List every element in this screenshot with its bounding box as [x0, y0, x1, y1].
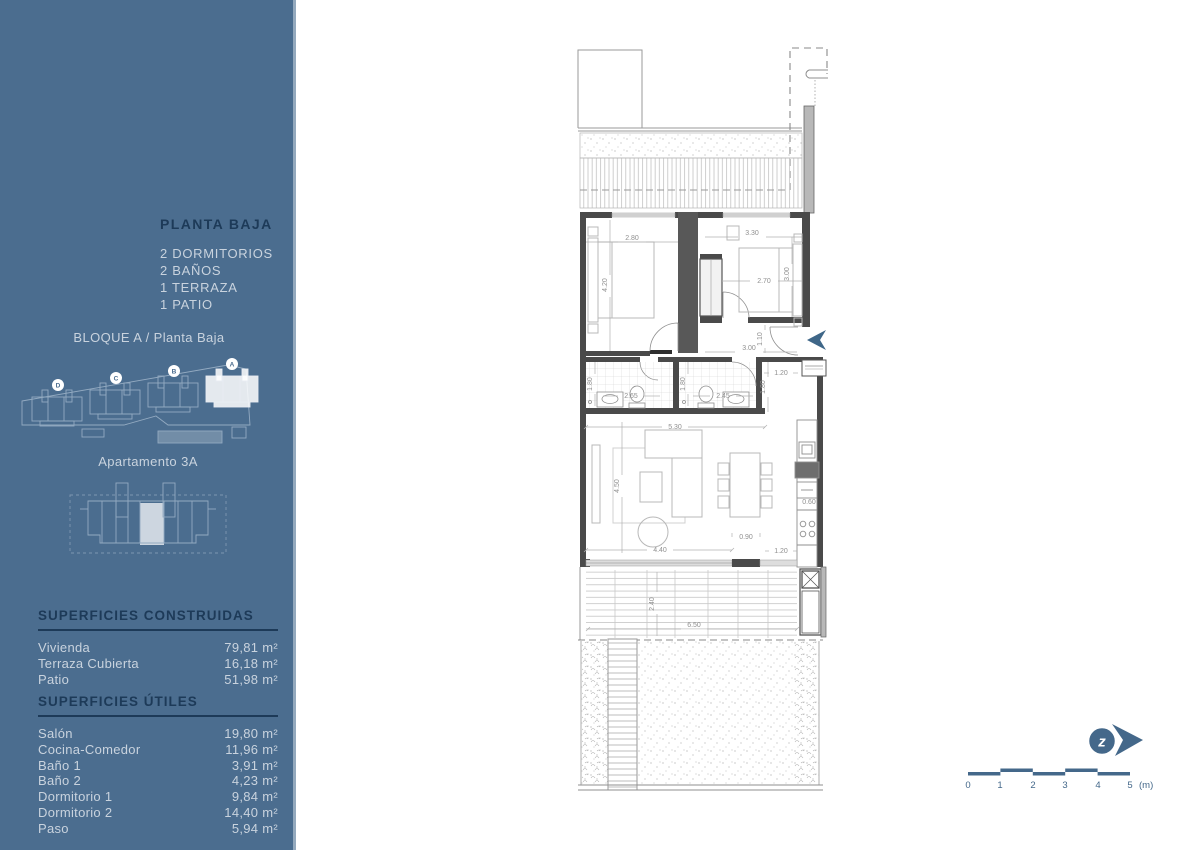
toilet [699, 386, 713, 402]
sidebar [0, 0, 296, 850]
svg-text:4: 4 [1095, 780, 1101, 791]
apartment-unit-diagram [68, 479, 228, 557]
floor-title: PLANTA BAJA [160, 216, 273, 232]
svg-text:4.40: 4.40 [653, 547, 667, 554]
table-row [38, 672, 278, 688]
svg-text:2.70: 2.70 [757, 278, 771, 285]
area-value: 79,81 m² [224, 640, 278, 655]
svg-text:1.10: 1.10 [757, 332, 764, 346]
plan-footer [940, 700, 1200, 810]
svg-text:0.90: 0.90 [739, 534, 753, 541]
planting-strip [794, 641, 819, 785]
svg-text:D: D [55, 382, 61, 390]
sliding-glass-door [586, 559, 797, 567]
floor-plan-drawing [565, 40, 865, 800]
area-value: 5,94 m² [231, 820, 278, 836]
built-areas-table [38, 608, 278, 687]
svg-text:A: A [229, 361, 235, 369]
site-plan-diagram [18, 353, 278, 453]
svg-text:1.20: 1.20 [774, 370, 788, 377]
area-label: Salón [38, 726, 73, 741]
feature-item: 1 TERRAZA [160, 280, 238, 295]
scale-bar [965, 769, 1153, 792]
area-value: 14,40 m² [224, 804, 278, 820]
table-row [38, 773, 278, 789]
dining-table [730, 453, 760, 517]
patio [578, 639, 823, 790]
pouf [638, 517, 668, 547]
coffee-table [640, 472, 662, 502]
area-value: 3,91 m² [231, 757, 278, 773]
area-value: 51,98 m² [224, 671, 278, 687]
svg-text:0.60: 0.60 [802, 499, 816, 506]
table-row [38, 742, 278, 758]
tv-unit [592, 445, 600, 523]
svg-text:2.65: 2.65 [624, 393, 638, 400]
area-label: Dormitorio 1 [38, 789, 113, 805]
svg-text:4.20: 4.20 [602, 278, 609, 292]
logo-letter: z [1098, 733, 1106, 751]
unit-highlight [140, 503, 164, 545]
north-arrow-logo [1088, 724, 1143, 756]
scale-unit: (m) [1139, 780, 1154, 791]
area-label: Dormitorio 2 [38, 804, 113, 820]
area-value: 16,18 m² [224, 655, 278, 671]
svg-text:5.30: 5.30 [668, 424, 682, 431]
feature-item: 1 PATIO [160, 297, 213, 312]
upper-right-wall [804, 106, 814, 213]
table-row [38, 789, 278, 805]
gravel-band [580, 133, 802, 158]
sofa-body [672, 458, 702, 517]
area-label: Baño 1 [38, 757, 82, 773]
site-block-d [32, 390, 82, 426]
apartment-section-title: Apartamento 3A [98, 454, 198, 469]
svg-text:1: 1 [997, 780, 1003, 791]
built-areas-title: SUPERFICIES CONSTRUIDAS [38, 608, 278, 631]
table-row [38, 656, 278, 672]
useful-areas-title: SUPERFICIES ÚTILES [38, 694, 278, 717]
oven [795, 462, 819, 478]
svg-text:5: 5 [1127, 780, 1133, 791]
table-row [38, 805, 278, 821]
right-outer-wall [821, 567, 826, 637]
entrance-arrow-icon [807, 330, 826, 350]
feature-item: 2 BAÑOS [160, 263, 222, 278]
area-label: Patio [38, 671, 70, 687]
table-row [38, 821, 278, 837]
svg-text:2.40: 2.40 [649, 597, 656, 611]
apartment-section [28, 454, 268, 557]
wardrobe [678, 212, 698, 353]
svg-text:2.80: 2.80 [625, 235, 639, 242]
area-label: Terraza Cubierta [38, 655, 139, 671]
planting-strip [582, 641, 608, 785]
block-section-title: BLOQUE A / Planta Baja [73, 330, 225, 345]
area-value: 4,23 m² [231, 773, 278, 789]
closet-bedroom2 [700, 254, 722, 321]
svg-text:6.50: 6.50 [687, 622, 701, 629]
storage-unit [800, 569, 821, 635]
area-label: Cocina-Comedor [38, 741, 141, 757]
table-row [38, 640, 278, 656]
svg-text:2.45: 2.45 [716, 393, 730, 400]
site-pad [158, 431, 222, 443]
table-row [38, 758, 278, 774]
area-label: Paso [38, 820, 69, 836]
svg-text:0: 0 [965, 780, 971, 791]
svg-text:1.80: 1.80 [680, 377, 687, 391]
bed-bedroom1 [588, 227, 654, 333]
svg-text:3.30: 3.30 [745, 230, 759, 237]
svg-text:2: 2 [1030, 780, 1036, 791]
svg-text:1.80: 1.80 [760, 380, 767, 394]
pergola-deck-band [580, 158, 802, 208]
svg-text:3.00: 3.00 [742, 345, 756, 352]
svg-text:1.80: 1.80 [587, 377, 594, 391]
area-label: Baño 2 [38, 773, 82, 789]
area-label: Vivienda [38, 640, 91, 655]
site-block-b [148, 376, 198, 412]
sofa-chaise [645, 430, 702, 458]
site-pad [232, 427, 246, 438]
table-row [38, 726, 278, 742]
kitchen-counter [795, 420, 819, 567]
useful-areas-table [38, 694, 278, 837]
feature-list [160, 245, 273, 313]
svg-text:B: B [171, 368, 177, 376]
feature-item: 2 DORMITORIOS [160, 246, 273, 261]
site-pad [82, 429, 104, 437]
gutter-detail [806, 70, 828, 106]
laundry-trough [802, 360, 826, 376]
svg-text:4.50: 4.50 [614, 479, 621, 493]
svg-text:1.20: 1.20 [774, 548, 788, 555]
svg-text:3.00: 3.00 [784, 267, 791, 281]
floor-info-block [160, 216, 273, 313]
area-value: 19,80 m² [224, 726, 278, 741]
svg-text:3: 3 [1062, 780, 1068, 791]
site-block-a-highlighted [206, 369, 258, 407]
sliding-panel [650, 350, 672, 354]
plot-outline [578, 50, 802, 131]
area-value: 11,96 m² [225, 741, 278, 757]
area-value: 9,84 m² [231, 789, 278, 805]
svg-text:C: C [113, 375, 119, 383]
block-section [18, 330, 280, 453]
site-block-c [90, 383, 140, 419]
